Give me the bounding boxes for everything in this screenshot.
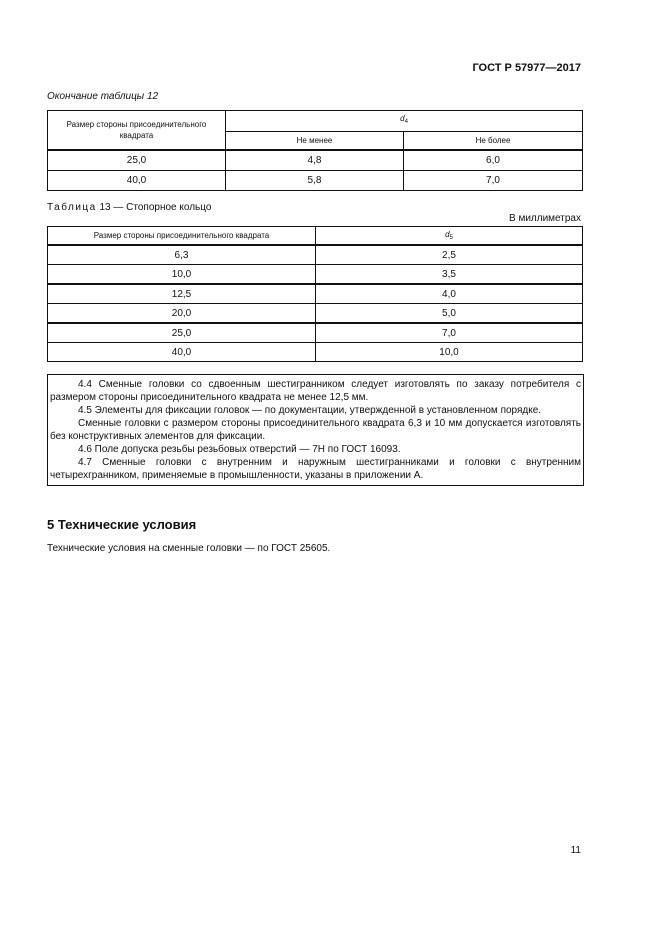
table13-col-size-header: Размер стороны присоединительного квадрата — [48, 227, 316, 246]
table13-caption-text: 13 — Стопорное кольцо — [99, 202, 212, 213]
section-title: 5 Технические условия — [47, 517, 197, 532]
table-row — [48, 265, 583, 285]
table-row — [48, 284, 583, 304]
table13-units: В миллиметрах — [509, 213, 581, 224]
table-cell: 25,0 — [48, 150, 226, 171]
table-row — [48, 150, 583, 171]
table-cell: 25,0 — [48, 323, 316, 343]
note-paragraph: Сменные головки с размером стороны присоединительного квадрата 6,3 и 10 мм допускается изготовлять без конструктивных элементов для фиксации. — [50, 418, 581, 442]
table-row — [48, 343, 583, 362]
note-paragraph: 4.4 Сменные головки со сдвоенным шестигранником следует изготовлять по заказу потребителя с размером стороны присоединительного квадрата не менее 12,5 мм. — [50, 379, 581, 403]
table12-caption: Окончание таблицы 12 — [47, 91, 159, 102]
standard-number: ГОСТ Р 57977—2017 — [472, 62, 581, 74]
table-12 — [47, 110, 583, 191]
table12-sub-header-max: Не более — [404, 131, 583, 150]
table-cell: 2,5 — [316, 245, 583, 265]
table-cell: 5,8 — [226, 171, 404, 191]
table-cell: 5,0 — [316, 304, 583, 324]
note-paragraph: 4.7 Сменные головки с внутренним и наружным шестигранниками и головки с внутренним четырехгранником, применяемые в промышленности, указаны в приложении А. — [50, 457, 581, 481]
table-cell: 4,0 — [316, 284, 583, 304]
table-cell: 40,0 — [48, 171, 226, 191]
notes-box — [47, 374, 584, 486]
table-row — [48, 171, 583, 191]
table-cell: 10,0 — [316, 343, 583, 362]
table12-sub-header-min: Не менее — [226, 131, 404, 150]
table-cell: 12,5 — [48, 284, 316, 304]
table13-d-subscript: 5 — [449, 235, 453, 241]
table13-caption — [47, 202, 211, 213]
table-13 — [47, 226, 583, 362]
table13-caption-label: Таблица — [47, 202, 97, 213]
table-cell: 7,0 — [316, 323, 583, 343]
table-cell: 6,3 — [48, 245, 316, 265]
table-cell: 7,0 — [404, 171, 583, 191]
table-cell: 40,0 — [48, 343, 316, 362]
table-cell: 20,0 — [48, 304, 316, 324]
section-body: Технические условия на сменные головки — по ГОСТ 25605. — [47, 543, 331, 554]
table-cell: 10,0 — [48, 265, 316, 285]
page-number: 11 — [570, 845, 581, 856]
note-paragraph: 4.6 Поле допуска резьбы резьбовых отверстий — 7Н по ГОСТ 16093. — [78, 444, 401, 455]
table-cell: 6,0 — [404, 150, 583, 171]
table13-col-d5-header — [316, 227, 583, 246]
table12-group-header — [226, 111, 583, 132]
table-row — [48, 323, 583, 343]
table-cell: 4,8 — [226, 150, 404, 171]
note-paragraph: 4.5 Элементы для фиксации головок — по документации, утвержденной в установленном порядке. — [78, 405, 542, 416]
table-row — [48, 304, 583, 324]
table-cell: 3,5 — [316, 265, 583, 285]
table12-col-size-header: Размер стороны присоединительного квадрата — [48, 111, 226, 151]
table12-group-subscript: 4 — [404, 119, 408, 126]
table13-d-symbol: d — [445, 230, 450, 239]
table12-group-symbol: d — [400, 114, 405, 124]
table-row — [48, 245, 583, 265]
